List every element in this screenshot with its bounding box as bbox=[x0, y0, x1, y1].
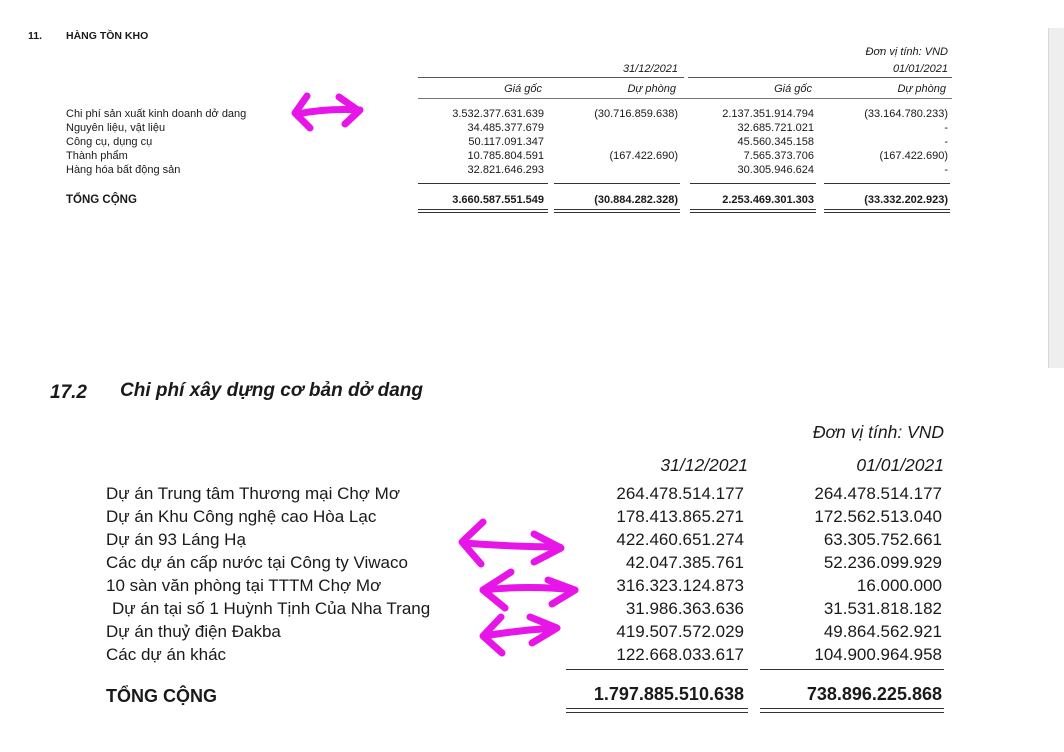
total-value-prior: 738.896.225.868 bbox=[806, 684, 942, 704]
cell-provision-prior: (167.422.690) bbox=[879, 150, 948, 162]
total-value-2021: 1.797.885.510.638 bbox=[593, 684, 744, 704]
date-current-header: 31/12/2021 bbox=[622, 63, 678, 75]
cell-cost-prior: 45.560.345.158 bbox=[737, 136, 814, 148]
total-double-rule bbox=[690, 209, 816, 213]
table-row bbox=[0, 108, 1040, 121]
section-number: 11. bbox=[28, 30, 43, 42]
table-row bbox=[0, 164, 1040, 177]
cell-cost-2021: 50.117.091.347 bbox=[468, 136, 544, 148]
total-row bbox=[0, 193, 1040, 209]
date-current-header: 31/12/2021 bbox=[660, 455, 748, 475]
table-row bbox=[0, 136, 1040, 149]
table-row bbox=[0, 484, 1040, 504]
header-rule bbox=[418, 77, 684, 78]
subtotal-rule bbox=[824, 183, 950, 184]
cell-provision-2021: (167.422.690) bbox=[609, 150, 678, 162]
row-label: Hàng hóa bất động sản bbox=[66, 164, 181, 176]
cell-value-prior: 16.000.000 bbox=[856, 576, 942, 595]
total-double-rule bbox=[566, 708, 748, 713]
row-label: Dự án Khu Công nghệ cao Hòa Lạc bbox=[106, 507, 377, 526]
table-row bbox=[0, 122, 1040, 135]
cell-cost-2021: 3.532.377.631.639 bbox=[452, 108, 544, 120]
cell-value-2021: 264.478.514.177 bbox=[616, 484, 744, 503]
cell-cost-2021: 34.485.377.679 bbox=[467, 122, 544, 134]
date-prior-header: 01/01/2021 bbox=[892, 63, 948, 75]
cell-value-2021: 316.323.124.873 bbox=[616, 576, 744, 595]
cell-cost-2021: 10.785.804.591 bbox=[467, 150, 544, 162]
row-label: Các dự án cấp nước tại Công ty Viwaco bbox=[106, 553, 408, 572]
header-rule bbox=[418, 98, 952, 99]
cell-cost-2021: 32.821.646.293 bbox=[467, 164, 544, 176]
total-row bbox=[0, 684, 1040, 706]
cell-value-prior: 63.305.752.661 bbox=[823, 530, 942, 549]
row-label: Các dự án khác bbox=[106, 645, 227, 664]
total-double-rule bbox=[554, 209, 680, 213]
vertical-scrollbar[interactable] bbox=[1048, 28, 1064, 368]
cell-cost-prior: 32.685.721.021 bbox=[737, 122, 814, 134]
row-label: 10 sàn văn phòng tại TTTM Chợ Mơ bbox=[106, 576, 382, 595]
date-prior-header: 01/01/2021 bbox=[856, 455, 944, 475]
table-row bbox=[0, 530, 1040, 550]
total-double-rule bbox=[824, 209, 950, 213]
cell-value-prior: 104.900.964.958 bbox=[814, 645, 942, 664]
table-row bbox=[0, 599, 1040, 619]
total-provision-2021: (30.884.282.328) bbox=[594, 194, 678, 206]
cell-cost-prior: 30.305.946.624 bbox=[737, 164, 814, 176]
construction-in-progress-section bbox=[0, 360, 1040, 752]
row-label: Nguyên liệu, vật liệu bbox=[66, 122, 166, 134]
total-label: TỔNG CỘNG bbox=[66, 194, 137, 206]
table-row bbox=[0, 507, 1040, 527]
subtotal-rule bbox=[690, 183, 816, 184]
cell-value-2021: 422.460.651.274 bbox=[616, 530, 744, 549]
cell-value-prior: 52.236.099.929 bbox=[823, 553, 942, 572]
cell-provision-prior: (33.164.780.233) bbox=[864, 108, 948, 120]
row-label: Dự án thuỷ điện Đakba bbox=[106, 622, 281, 641]
total-cost-2021: 3.660.587.551.549 bbox=[452, 194, 544, 206]
row-label: Dự án Trung tâm Thương mại Chợ Mơ bbox=[106, 484, 400, 503]
row-label: Chi phí sản xuất kinh doanh dở dang bbox=[66, 108, 247, 120]
cell-value-2021: 31.986.363.636 bbox=[625, 599, 744, 618]
row-label: Thành phẩm bbox=[66, 150, 128, 162]
cell-value-prior: 264.478.514.177 bbox=[814, 484, 942, 503]
subtotal-rule bbox=[418, 183, 548, 184]
unit-label: Đơn vị tính: VND bbox=[812, 422, 944, 442]
total-double-rule bbox=[418, 209, 548, 213]
total-double-rule bbox=[760, 708, 944, 713]
column-header-provision: Dự phòng bbox=[897, 83, 946, 95]
subtotal-rule bbox=[554, 183, 680, 184]
total-provision-prior: (33.332.202.923) bbox=[864, 194, 948, 206]
cell-provision-prior: - bbox=[944, 122, 948, 134]
cell-value-2021: 178.413.865.271 bbox=[616, 507, 744, 526]
total-cost-prior: 2.253.469.301.303 bbox=[722, 194, 814, 206]
cell-value-2021: 419.507.572.029 bbox=[616, 622, 744, 641]
cell-value-prior: 31.531.818.182 bbox=[823, 599, 942, 618]
cell-value-prior: 172.562.513.040 bbox=[814, 507, 942, 526]
section-title: HÀNG TỒN KHO bbox=[66, 30, 149, 42]
column-header-provision: Dự phòng bbox=[627, 83, 676, 95]
table-row bbox=[0, 645, 1040, 665]
table-row bbox=[0, 150, 1040, 163]
header-rule bbox=[688, 77, 952, 78]
total-label: TỔNG CỘNG bbox=[106, 686, 217, 706]
subtotal-rule bbox=[760, 669, 944, 670]
table-row bbox=[0, 553, 1040, 573]
cell-value-prior: 49.864.562.921 bbox=[823, 622, 942, 641]
cell-provision-2021: (30.716.859.638) bbox=[594, 108, 678, 120]
section-number: 17.2 bbox=[50, 382, 87, 403]
table-row bbox=[0, 622, 1040, 642]
column-header-cost: Giá gốc bbox=[774, 83, 812, 95]
cell-value-2021: 122.668.033.617 bbox=[616, 645, 744, 664]
row-label: Công cụ, dụng cụ bbox=[66, 136, 153, 148]
unit-label: Đơn vị tính: VND bbox=[865, 46, 948, 58]
cell-value-2021: 42.047.385.761 bbox=[625, 553, 744, 572]
inventory-section bbox=[0, 0, 1040, 230]
table-row bbox=[0, 576, 1040, 596]
section-title: Chi phí xây dựng cơ bản dở dang bbox=[120, 380, 423, 401]
subtotal-rule bbox=[566, 669, 748, 670]
cell-provision-prior: - bbox=[944, 164, 948, 176]
row-label: Dự án 93 Láng Hạ bbox=[106, 530, 246, 549]
cell-provision-prior: - bbox=[944, 136, 948, 148]
column-header-cost: Giá gốc bbox=[504, 83, 542, 95]
cell-cost-prior: 2.137.351.914.794 bbox=[722, 108, 814, 120]
cell-cost-prior: 7.565.373.706 bbox=[743, 150, 814, 162]
row-label: Dự án tại số 1 Huỳnh Tịnh Của Nha Trang bbox=[112, 599, 431, 618]
